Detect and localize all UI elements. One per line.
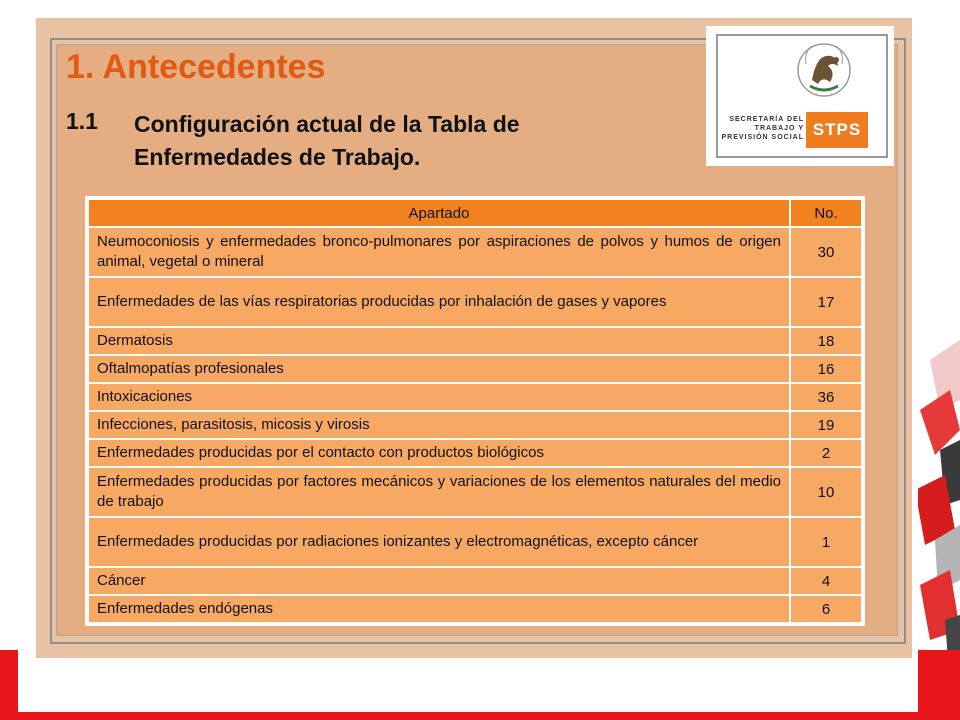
- cell-no: 2: [790, 439, 862, 467]
- table-row: [88, 517, 862, 567]
- table-row: [88, 383, 862, 411]
- stps-logo-badge: STPS: [806, 112, 868, 148]
- column-header-no: No.: [790, 199, 862, 227]
- table-row: [88, 411, 862, 439]
- table-row: [88, 567, 862, 595]
- cell-apartado: Neumoconiosis y enfermedades bronco-pulmonares por aspiraciones de polvos y humos de origen animal, vegetal o mineral: [88, 227, 790, 277]
- table-row: [88, 467, 862, 517]
- cell-apartado: Dermatosis: [88, 327, 790, 355]
- cell-apartado: Intoxicaciones: [88, 383, 790, 411]
- cell-no: 10: [790, 467, 862, 517]
- table-row: [88, 439, 862, 467]
- section-title: 1. Antecedentes: [66, 48, 326, 86]
- table-row: [88, 227, 862, 277]
- cell-no: 18: [790, 327, 862, 355]
- cell-no: 4: [790, 567, 862, 595]
- bottom-white-strip: [18, 690, 918, 712]
- cell-no: 19: [790, 411, 862, 439]
- cell-apartado: Enfermedades producidas por radiaciones ionizantes y electromagnéticas, excepto cáncer: [88, 517, 790, 567]
- mexican-eagle-emblem-icon: [792, 36, 856, 102]
- table-header-row: [88, 199, 862, 227]
- cell-apartado: Cáncer: [88, 567, 790, 595]
- table-row: [88, 327, 862, 355]
- column-header-apartado: Apartado: [88, 199, 790, 227]
- agency-name: SECRETARÍA DEL TRABAJO Y PREVISIÓN SOCIAL: [721, 116, 804, 141]
- table-row: [88, 277, 862, 327]
- cell-apartado: Oftalmopatías profesionales: [88, 355, 790, 383]
- table-row: [88, 595, 862, 623]
- cell-no: 36: [790, 383, 862, 411]
- cell-no: 6: [790, 595, 862, 623]
- table-row: [88, 355, 862, 383]
- cell-apartado: Enfermedades endógenas: [88, 595, 790, 623]
- cell-apartado: Infecciones, parasitosis, micosis y virosis: [88, 411, 790, 439]
- cell-apartado: Enfermedades producidas por el contacto con productos biológicos: [88, 439, 790, 467]
- cell-no: 17: [790, 277, 862, 327]
- cell-apartado: Enfermedades de las vías respiratorias producidas por inhalación de gases y vapores: [88, 277, 790, 327]
- diseases-table: [87, 198, 863, 624]
- cell-apartado: Enfermedades producidas por factores mecánicos y variaciones de los elementos naturales del medio de trabajo: [88, 467, 790, 517]
- cell-no: 16: [790, 355, 862, 383]
- cell-no: 30: [790, 227, 862, 277]
- cell-no: 1: [790, 517, 862, 567]
- diseases-table-container: [85, 196, 865, 626]
- subsection-title: Configuración actual de la Tabla de Enfermedades de Trabajo.: [134, 111, 520, 170]
- subsection-number: 1.1: [66, 108, 98, 134]
